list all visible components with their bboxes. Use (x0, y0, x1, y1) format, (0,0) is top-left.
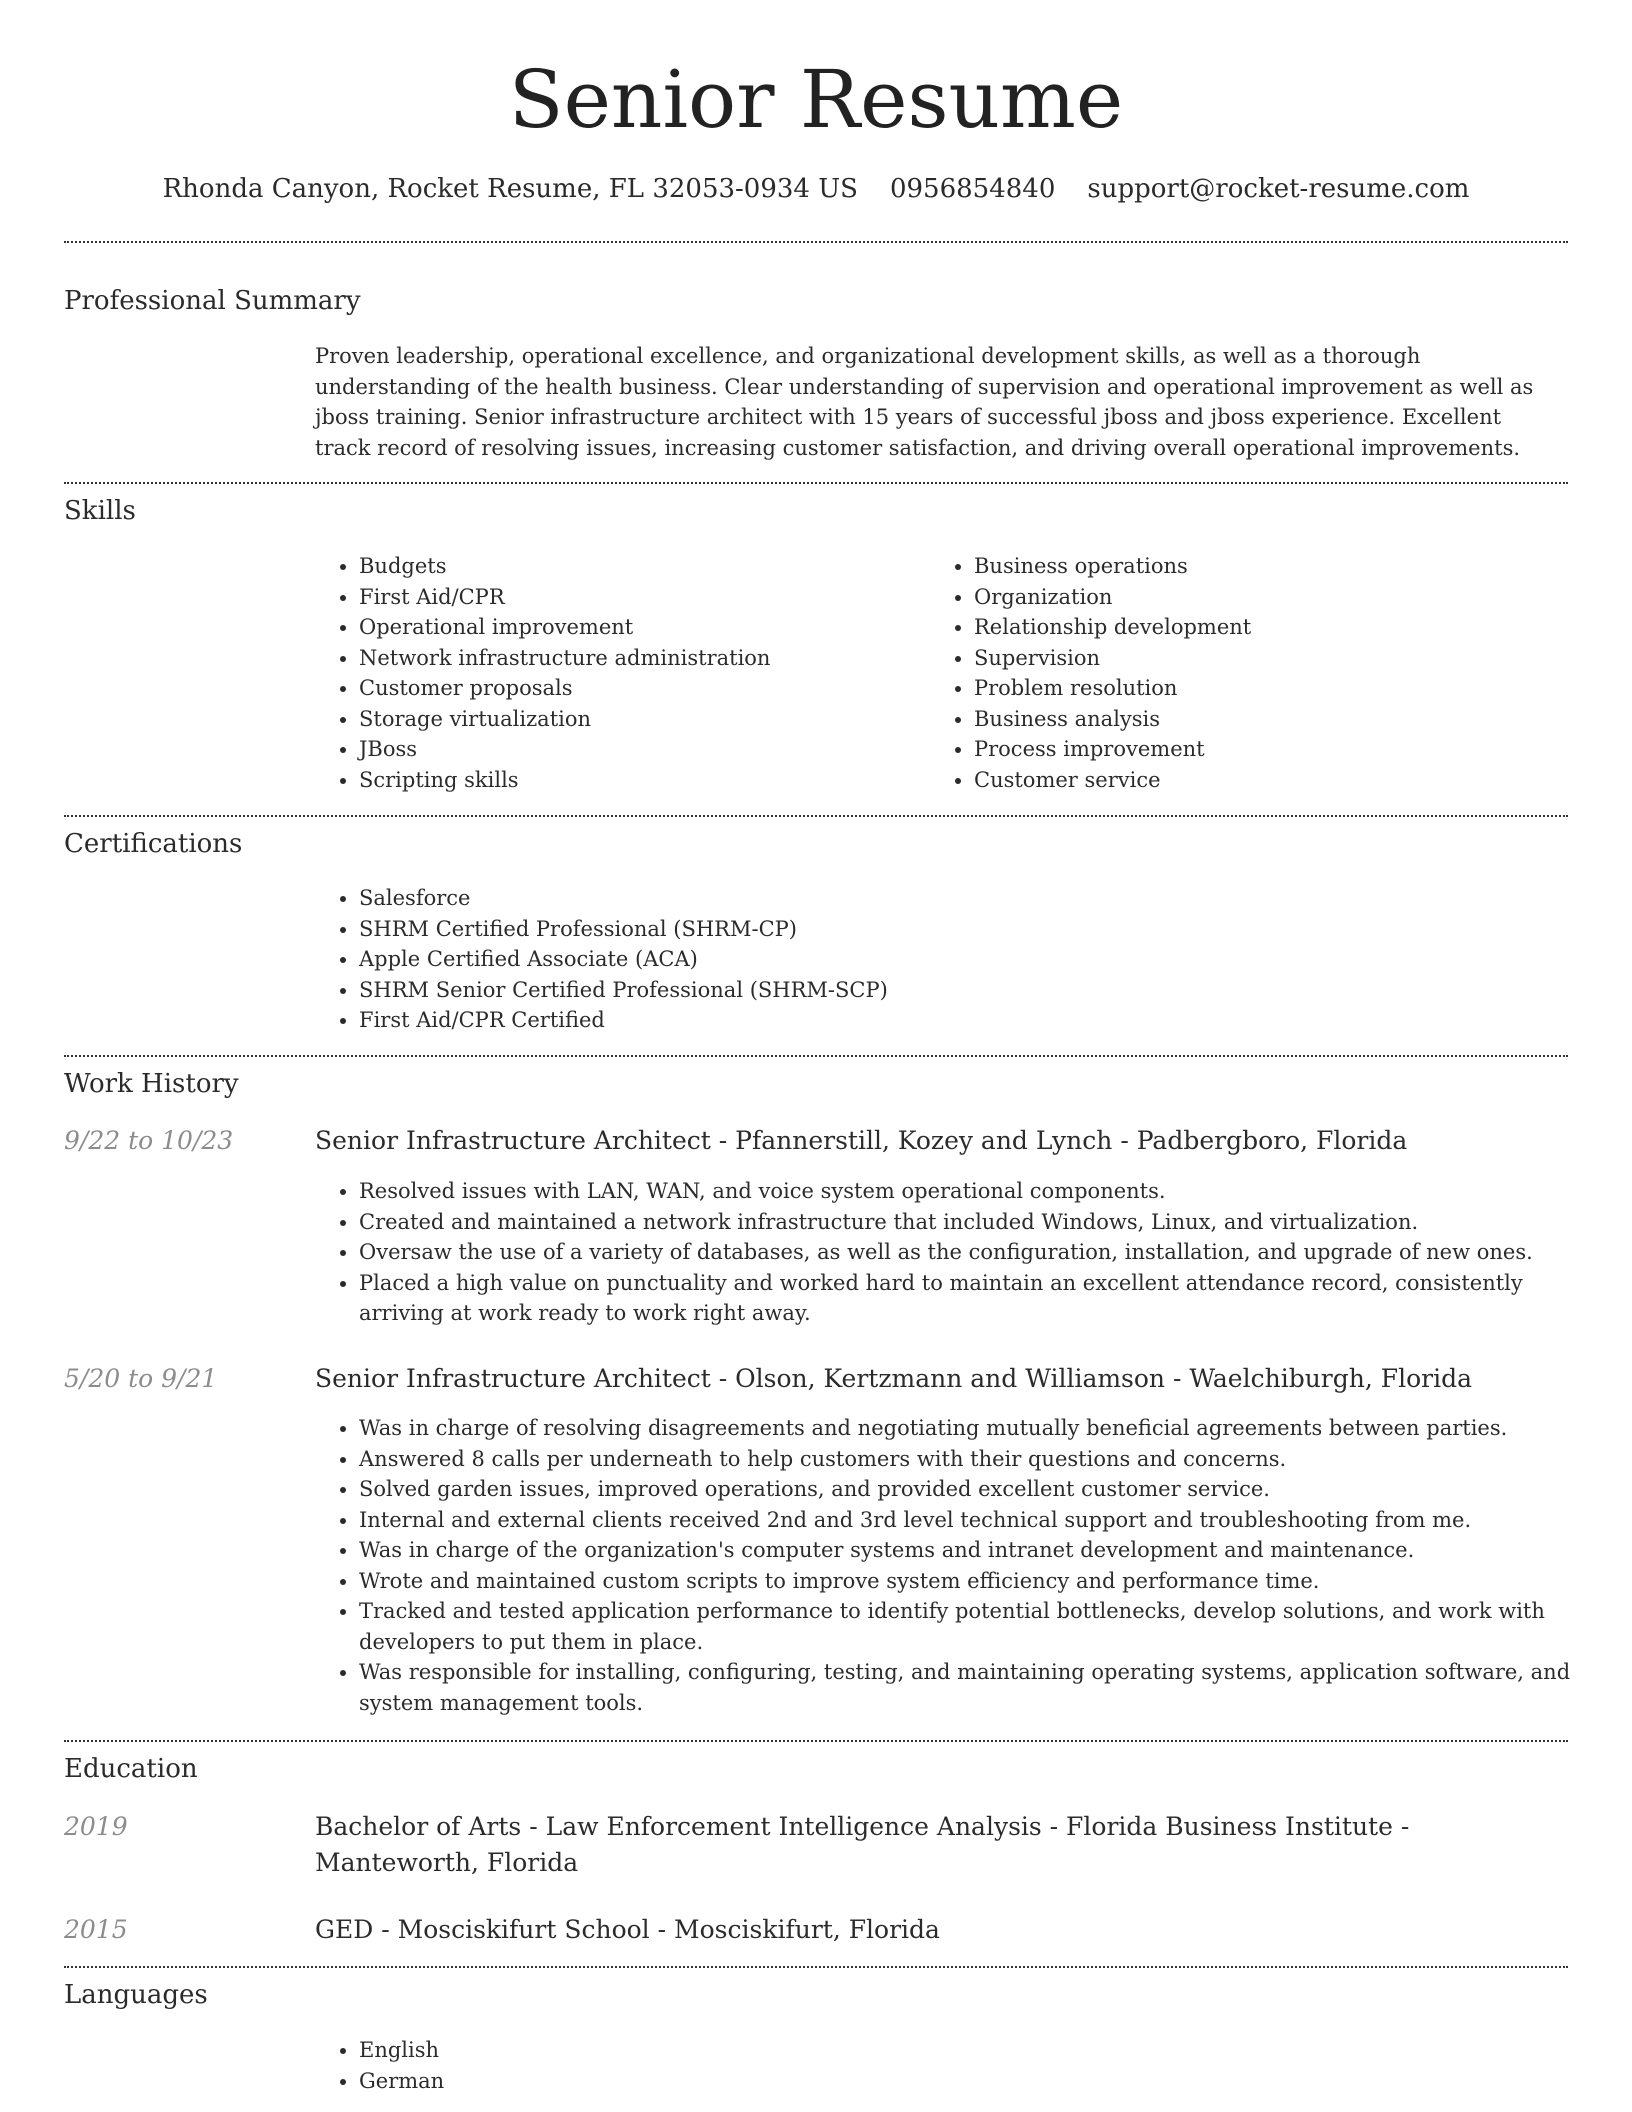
list-item: • JBoss (359, 734, 939, 765)
contact-phone: 0956854840 (889, 174, 1056, 204)
list-item: • Was in charge of the organization's computer systems and intranet development and maintenance. (359, 1535, 1589, 1566)
list-item: • Operational improvement (359, 612, 939, 643)
section-heading-certifications: Certifications (64, 829, 243, 859)
divider (64, 1740, 1568, 1742)
contact-email: support@rocket-resume.com (1087, 174, 1470, 204)
divider (64, 482, 1568, 484)
divider (64, 241, 1568, 243)
section-heading-education: Education (64, 1754, 198, 1784)
section-heading-languages: Languages (64, 1980, 208, 2010)
list-item: • Network infrastructure administration (359, 643, 939, 674)
list-item: • Storage virtualization (359, 704, 939, 735)
list-item: • Wrote and maintained custom scripts to improve system efficiency and performance time. (359, 1566, 1589, 1597)
list-item: • Solved garden issues, improved operations, and provided excellent customer service. (359, 1474, 1589, 1505)
contact-line (0, 172, 1632, 206)
list-item: • Customer service (974, 765, 1574, 796)
certifications-list (315, 883, 1559, 1036)
list-item: • Salesforce (359, 883, 1559, 914)
list-item: • First Aid/CPR (359, 582, 939, 613)
divider (64, 1055, 1568, 1057)
list-item: • Was responsible for installing, configuring, testing, and maintaining operating systems, application software, and system management tools. (359, 1657, 1589, 1718)
list-item: • Customer proposals (359, 673, 939, 704)
job-dates: 5/20 to 9/21 (64, 1364, 218, 1393)
list-item: • Supervision (974, 643, 1574, 674)
job-title: Senior Infrastructure Architect - Olson, Kertzmann and Williamson - Waelchiburgh, Florida (315, 1364, 1472, 1393)
list-item: • Created and maintained a network infrastructure that included Windows, Linux, and virtualization. (359, 1207, 1589, 1238)
education-title: Bachelor of Arts - Law Enforcement Intelligence Analysis - Florida Business Institute - Manteworth, Florida (315, 1812, 1410, 1877)
list-item: • Apple Certified Associate (ACA) (359, 944, 1559, 975)
list-item: • German (359, 2066, 959, 2097)
job-dates: 9/22 to 10/23 (64, 1126, 234, 1155)
skills-list-left (315, 551, 939, 795)
section-heading-skills: Skills (64, 496, 136, 526)
list-item: • SHRM Certified Professional (SHRM-CP) (359, 914, 1559, 945)
list-item: • Tracked and tested application performance to identify potential bottlenecks, develop solutions, and work with developers to put them in place. (359, 1596, 1589, 1657)
section-heading-summary: Professional Summary (64, 286, 361, 316)
list-item: • Process improvement (974, 734, 1574, 765)
list-item: • Resolved issues with LAN, WAN, and voice system operational components. (359, 1176, 1589, 1207)
list-item: • SHRM Senior Certified Professional (SHRM-SCP) (359, 975, 1559, 1006)
list-item: • Internal and external clients received 2nd and 3rd level technical support and troubleshooting from me. (359, 1505, 1589, 1536)
list-item: • First Aid/CPR Certified (359, 1005, 1559, 1036)
education-year: 2019 (64, 1812, 128, 1841)
education-title: GED - Mosciskifurt School - Mosciskifurt, Florida (315, 1915, 940, 1944)
list-item: • English (359, 2035, 959, 2066)
list-item: • Answered 8 calls per underneath to help customers with their questions and concerns. (359, 1444, 1589, 1475)
list-item: • Organization (974, 582, 1574, 613)
list-item: • Relationship development (974, 612, 1574, 643)
languages-list (315, 2035, 959, 2096)
job-title: Senior Infrastructure Architect - Pfannerstill, Kozey and Lynch - Padbergboro, Florida (315, 1126, 1408, 1155)
list-item: • Oversaw the use of a variety of databases, as well as the configuration, installation, and upgrade of new ones. (359, 1237, 1589, 1268)
job-bullets (315, 1176, 1589, 1329)
skills-list-right (930, 551, 1574, 795)
list-item: • Problem resolution (974, 673, 1574, 704)
education-year: 2015 (64, 1915, 128, 1944)
list-item: • Was in charge of resolving disagreements and negotiating mutually beneficial agreements between parties. (359, 1413, 1589, 1444)
contact-address: Rhonda Canyon, Rocket Resume, FL 32053-0934 US (162, 174, 858, 204)
list-item: • Budgets (359, 551, 939, 582)
job-bullets (315, 1413, 1589, 1718)
divider (64, 815, 1568, 817)
divider (64, 1966, 1568, 1968)
list-item: • Business analysis (974, 704, 1574, 735)
list-item: • Placed a high value on punctuality and worked hard to maintain an excellent attendance record, consistently arriving at work ready to work right away. (359, 1268, 1589, 1329)
resume-title: Senior Resume (508, 53, 1124, 146)
section-heading-work-history: Work History (64, 1069, 239, 1099)
list-item: • Business operations (974, 551, 1574, 582)
summary-text: Proven leadership, operational excellence, and organizational development skills, as well as a thorough understanding of the health business. Clear understanding of supervision and operational improvement as well as jboss training. Senior infrastructure architect with 15 years of successful jboss and jboss experience. Excellent track record of resolving issues, increasing customer satisfaction, and driving overall operational improvements. (315, 344, 1534, 460)
list-item: • Scripting skills (359, 765, 939, 796)
